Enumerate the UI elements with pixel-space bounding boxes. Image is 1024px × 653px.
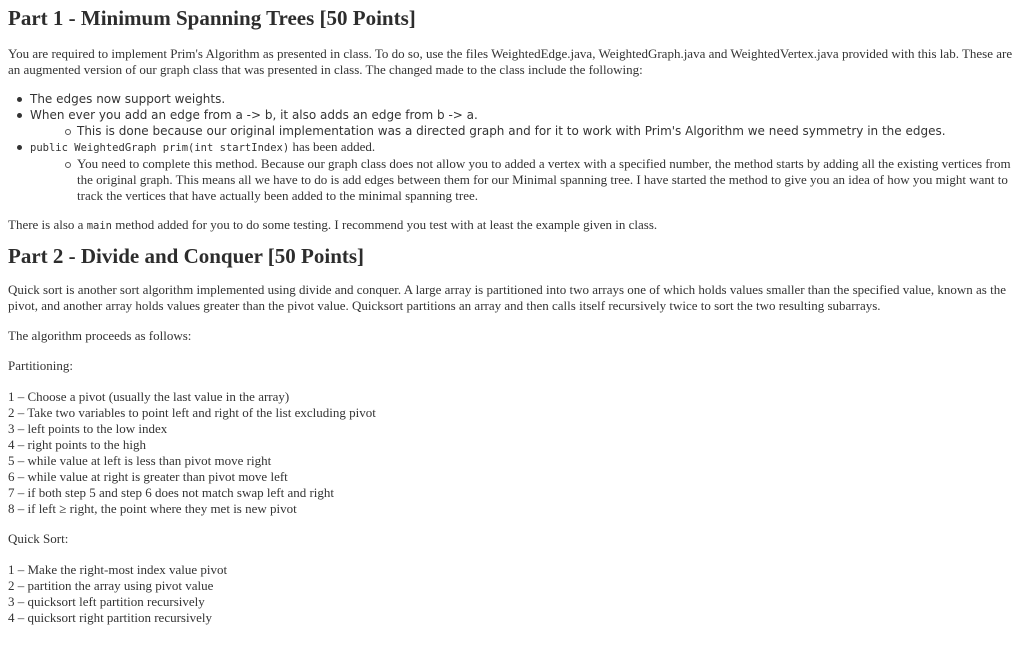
part2-intro-paragraph: Quick sort is another sort algorithm implemented using divide and conquer. A large array is partitioned into two arrays one of which holds values smaller than the specified value, known as the pivot, and another array holds values greater than the pivot value. Quicksort partitions an array and then calls itself recursively twice to sort the two resulting subarrays. xyxy=(8,282,1006,313)
quicksort-step: 3 – quicksort left partition recursively xyxy=(8,594,205,609)
part1-heading: Part 1 - Minimum Spanning Trees [50 Points] xyxy=(8,6,416,30)
algorithm-intro: The algorithm proceeds as follows: xyxy=(8,328,192,343)
partition-steps-list xyxy=(8,389,1016,517)
partitioning-label: Partitioning: xyxy=(8,358,73,373)
partition-step: 2 – Take two variables to point left and right of the list excluding pivot xyxy=(8,405,376,420)
part1-changes-list xyxy=(8,91,1016,204)
partition-step: 3 – left points to the low index xyxy=(8,421,168,436)
list-item xyxy=(30,107,1016,139)
main-method-paragraph xyxy=(8,217,1016,234)
prim-method-signature: public WeightedGraph prim(int startIndex) xyxy=(30,142,290,154)
sub-list xyxy=(30,123,1016,139)
main-paragraph-pre: There is also a xyxy=(8,217,87,232)
list-item xyxy=(30,139,1016,204)
bullet-weights-text: The edges now support weights. xyxy=(30,92,226,106)
part1-intro-paragraph: You are required to implement Prim's Algorithm as presented in class. To do so, use the files WeightedEdge.java, WeightedGraph.java and WeightedVertex.java provided with this lab. These are an augmented version of our graph class that was presented in class. The changed made to the class include the following: xyxy=(8,46,1013,77)
partition-step: 4 – right points to the high xyxy=(8,437,146,452)
quicksort-step: 1 – Make the right-most index value pivot xyxy=(8,562,228,577)
bullet-added-text: has been added. xyxy=(289,139,376,154)
sub-list-item xyxy=(77,123,1016,139)
bullet-symmetric-edge-text: When ever you add an edge from a -> b, it also adds an edge from b -> a. xyxy=(30,108,478,122)
main-method-code: main xyxy=(86,220,112,232)
quicksort-steps-list xyxy=(8,562,1016,626)
partition-step: 6 – while value at right is greater than pivot move left xyxy=(8,469,288,484)
partition-step: 8 – if left ≥ right, the point where they met is new pivot xyxy=(8,501,297,516)
sub-list-item xyxy=(77,156,1016,204)
sub-list xyxy=(30,156,1016,204)
partition-step: 7 – if both step 5 and step 6 does not match swap left and right xyxy=(8,485,335,500)
part2-heading: Part 2 - Divide and Conquer [50 Points] xyxy=(8,244,365,268)
quicksort-label: Quick Sort: xyxy=(8,531,69,546)
sub-bullet-symmetry-text: This is done because our original implementation was a directed graph and for it to work with Prim's Algorithm we need symmetry in the edges. xyxy=(77,124,946,138)
quicksort-step: 2 – partition the array using pivot value xyxy=(8,578,214,593)
sub-bullet-complete-method-text: You need to complete this method. Because our graph class does not allow you to added a vertex with a specified number, the method starts by adding all the existing vertices from the original graph. This means all we have to do is add edges between them for our Minimal spanning tree. I have started the method to give you an idea of how you might want to track the vertices that have actually been added to the minimal spanning tree. xyxy=(77,156,1011,203)
list-item xyxy=(30,91,1016,107)
partition-step: 5 – while value at left is less than pivot move right xyxy=(8,453,272,468)
partition-step: 1 – Choose a pivot (usually the last value in the array) xyxy=(8,389,290,404)
quicksort-step: 4 – quicksort right partition recursively xyxy=(8,610,212,625)
main-paragraph-post: method added for you to do some testing. I recommend you test with at least the example given in class. xyxy=(112,217,658,232)
